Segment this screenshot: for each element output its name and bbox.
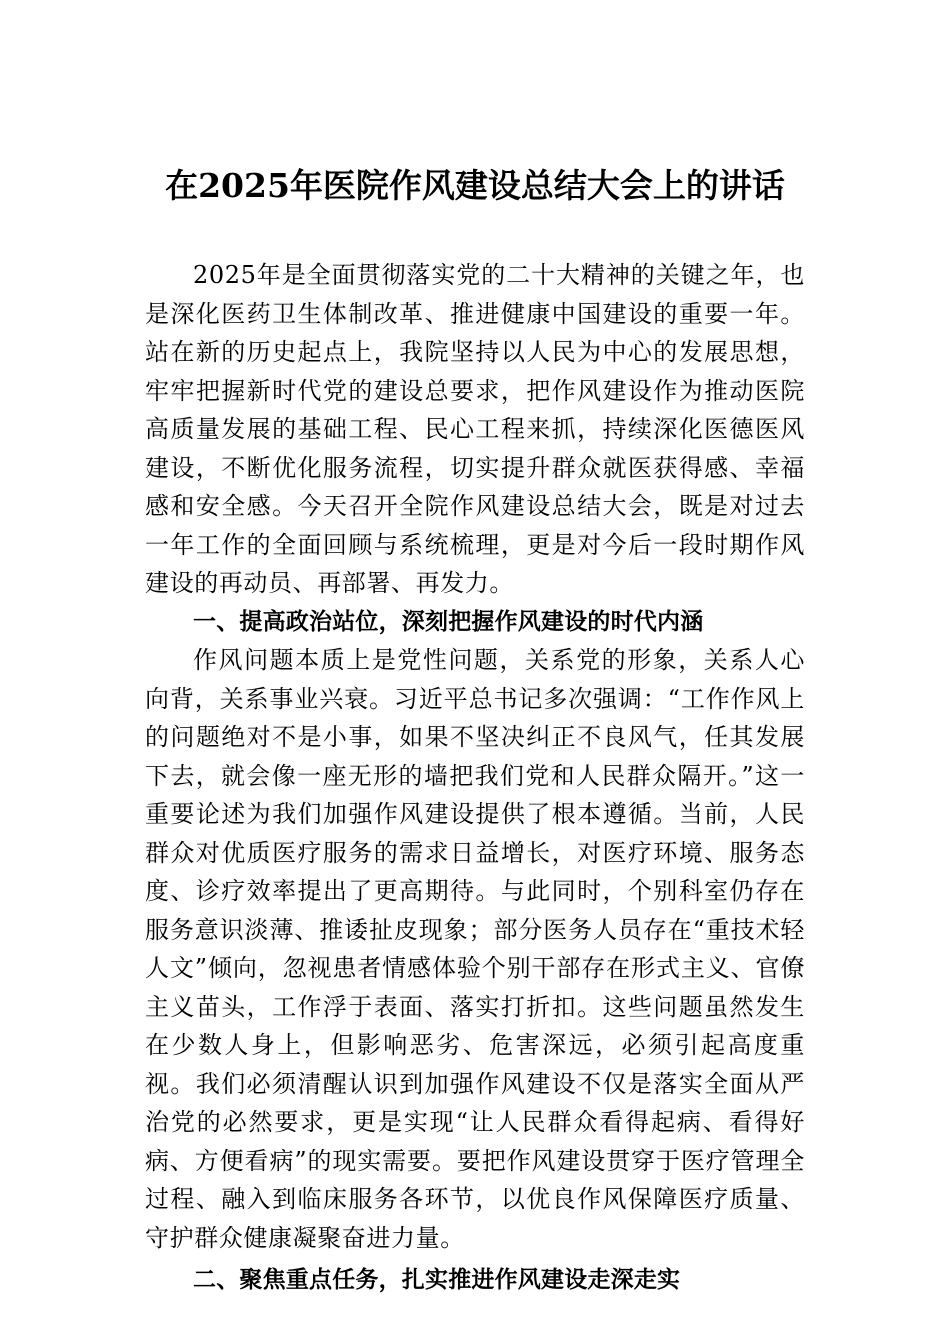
document-body — [145, 256, 805, 1300]
section-heading-1: 一、提高政治站位，深刻把握作风建设的时代内涵 — [193, 608, 704, 635]
document-title: 在2025年医院作风建设总结大会上的讲话 — [165, 166, 785, 205]
section-1-paragraph: 作风问题本质上是党性问题，关系党的形象，关系人心向背，关系事业兴衰。习近平总书记多次强调：“工作作风上的问题绝对不是小事，如果不坚决纠正不良风气，任其发展下去，就会像一座无形的墙把我们党和人民群众隔开。”这一重要论述为我们加强作风建设提供了根本遵循。当前，人民群众对优质医疗服务的需求日益增长，对医疗环境、服务态度、诊疗效率提出了更高期待。与此同时，个别科室仍存在服务意识淡薄、推诿扯皮现象；部分医务人员存在“重技术轻人文”倾向，忽视患者情感体验个别干部存在形式主义、官僚主义苗头，工作浮于表面、落实打折扣。这些问题虽然发生在少数人身上，但影响恶劣、危害深远，必须引起高度重视。我们必须清醒认识到加强作风建设不仅是落实全面从严治党的必然要求，更是实现“让人民群众看得起病、看得好病、方便看病”的现实需要。要把作风建设贯穿于医疗管理全过程、融入到临床服务各环节，以优良作风保障医疗质量、守护群众健康凝聚奋进力量。 — [145, 646, 805, 1252]
section-heading-2: 二、聚焦重点任务，扎实推进作风建设走深走实 — [193, 1267, 681, 1293]
intro-paragraph: 2025年是全面贯彻落实党的二十大精神的关键之年，也是深化医药卫生体制改革、推进健康中国建设的重要一年。站在新的历史起点上，我院坚持以人民为中心的发展思想，牢牢把握新时代党的建设总要求，把作风建设作为推动医院高质量发展的基础工程、民心工程来抓，持续深化医德医风建设，不断优化服务流程，切实提升群众就医获得感、幸福感和安全感。今天召开全院作风建设总结大会，既是对过去一年工作的全面回顾与系统梳理，更是对今后一段时期作风建设的再动员、再部署、再发力。 — [145, 261, 805, 597]
